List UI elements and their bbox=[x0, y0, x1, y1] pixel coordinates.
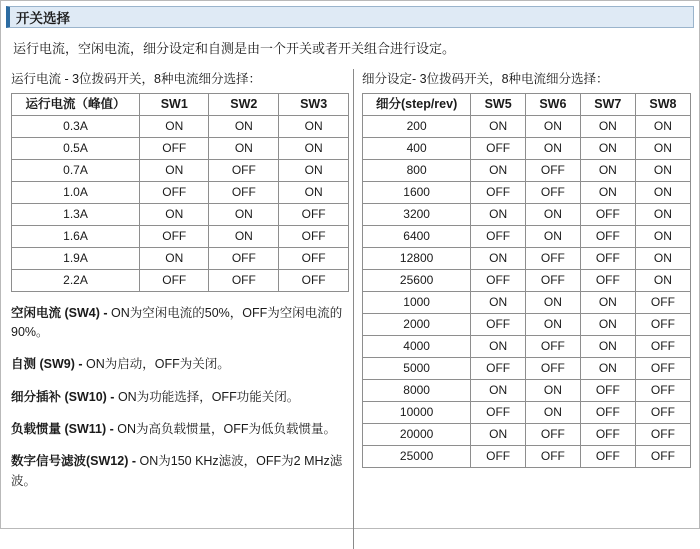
cell-sw8: ON bbox=[635, 225, 690, 247]
note-idle-current bbox=[11, 304, 349, 343]
table-row bbox=[363, 115, 691, 137]
note-title: 负载惯量 (SW11) - bbox=[11, 422, 114, 436]
cell-sw5: ON bbox=[471, 335, 526, 357]
cell-microstep: 12800 bbox=[363, 247, 471, 269]
cell-microstep: 4000 bbox=[363, 335, 471, 357]
cell-sw5: OFF bbox=[471, 313, 526, 335]
cell-sw7: OFF bbox=[580, 203, 635, 225]
cell-sw6: OFF bbox=[526, 335, 581, 357]
cell-sw6: OFF bbox=[526, 357, 581, 379]
cell-sw7: ON bbox=[580, 137, 635, 159]
cell-sw5: OFF bbox=[471, 401, 526, 423]
cell-sw6: ON bbox=[526, 225, 581, 247]
cell-sw6: OFF bbox=[526, 269, 581, 291]
cell-current: 1.0A bbox=[12, 181, 140, 203]
column-header: SW2 bbox=[209, 93, 279, 115]
note-text: ON为150 KHz滤波，OFF为2 MHz滤波。 bbox=[11, 454, 343, 488]
cell-current: 1.9A bbox=[12, 247, 140, 269]
cell-sw2: ON bbox=[209, 115, 279, 137]
table-row bbox=[363, 225, 691, 247]
content-columns bbox=[1, 69, 699, 549]
cell-sw6: OFF bbox=[526, 159, 581, 181]
cell-sw6: ON bbox=[526, 379, 581, 401]
cell-sw7: ON bbox=[580, 357, 635, 379]
cell-sw7: OFF bbox=[580, 225, 635, 247]
table-row bbox=[12, 137, 349, 159]
cell-sw1: ON bbox=[140, 115, 209, 137]
cell-microstep: 800 bbox=[363, 159, 471, 181]
note-load-inertia bbox=[11, 420, 349, 439]
cell-sw5: OFF bbox=[471, 445, 526, 467]
table-row bbox=[363, 313, 691, 335]
cell-microstep: 8000 bbox=[363, 379, 471, 401]
cell-sw5: ON bbox=[471, 159, 526, 181]
table-row bbox=[363, 159, 691, 181]
cell-sw6: OFF bbox=[526, 423, 581, 445]
column-header: SW3 bbox=[279, 93, 349, 115]
cell-sw1: ON bbox=[140, 247, 209, 269]
cell-sw8: OFF bbox=[635, 313, 690, 335]
cell-sw5: OFF bbox=[471, 137, 526, 159]
cell-sw2: OFF bbox=[209, 181, 279, 203]
table-row bbox=[363, 401, 691, 423]
cell-sw1: OFF bbox=[140, 269, 209, 291]
cell-sw8: OFF bbox=[635, 379, 690, 401]
column-header: SW6 bbox=[526, 93, 581, 115]
cell-sw7: ON bbox=[580, 335, 635, 357]
cell-sw1: OFF bbox=[140, 225, 209, 247]
cell-current: 1.6A bbox=[12, 225, 140, 247]
note-digital-filter bbox=[11, 452, 349, 491]
table-row bbox=[12, 247, 349, 269]
page-title: 开关选择 bbox=[16, 11, 70, 26]
cell-sw5: OFF bbox=[471, 357, 526, 379]
table-row bbox=[363, 423, 691, 445]
cell-microstep: 2000 bbox=[363, 313, 471, 335]
cell-sw5: ON bbox=[471, 203, 526, 225]
table-row bbox=[12, 225, 349, 247]
microstep-column bbox=[362, 69, 691, 549]
cell-sw8: ON bbox=[635, 137, 690, 159]
cell-sw7: OFF bbox=[580, 247, 635, 269]
cell-microstep: 20000 bbox=[363, 423, 471, 445]
column-header: SW1 bbox=[140, 93, 209, 115]
table-row bbox=[363, 445, 691, 467]
table-row bbox=[363, 269, 691, 291]
cell-sw3: ON bbox=[279, 181, 349, 203]
note-title: 细分插补 (SW10) - bbox=[11, 389, 115, 404]
cell-sw7: OFF bbox=[580, 445, 635, 467]
cell-sw8: OFF bbox=[635, 401, 690, 423]
cell-microstep: 200 bbox=[363, 115, 471, 137]
cell-current: 0.3A bbox=[12, 115, 140, 137]
cell-sw7: ON bbox=[580, 313, 635, 335]
cell-microstep: 10000 bbox=[363, 401, 471, 423]
note-title: 空闲电流 (SW4) - bbox=[11, 305, 108, 320]
cell-sw1: ON bbox=[140, 203, 209, 225]
cell-sw6: ON bbox=[526, 203, 581, 225]
cell-sw6: ON bbox=[526, 313, 581, 335]
table-row bbox=[363, 357, 691, 379]
table-row bbox=[363, 203, 691, 225]
cell-sw3: OFF bbox=[279, 247, 349, 269]
cell-sw7: ON bbox=[580, 159, 635, 181]
cell-sw3: OFF bbox=[279, 203, 349, 225]
cell-sw5: ON bbox=[471, 379, 526, 401]
cell-sw3: ON bbox=[279, 159, 349, 181]
cell-microstep: 25000 bbox=[363, 445, 471, 467]
note-self-test bbox=[11, 355, 349, 374]
note-microstep-interpolation bbox=[11, 388, 349, 407]
run-current-column bbox=[11, 69, 349, 549]
note-title: 数字信号滤波(SW12) - bbox=[11, 454, 137, 469]
cell-sw8: ON bbox=[635, 269, 690, 291]
cell-microstep: 3200 bbox=[363, 203, 471, 225]
cell-sw1: ON bbox=[140, 159, 209, 181]
cell-sw8: OFF bbox=[635, 291, 690, 313]
cell-sw7: ON bbox=[580, 115, 635, 137]
cell-sw5: OFF bbox=[471, 225, 526, 247]
cell-sw7: OFF bbox=[580, 401, 635, 423]
run-current-heading: 运行电流 - 3位拨码开关，8种电流细分选择： bbox=[11, 71, 262, 86]
cell-current: 0.7A bbox=[12, 159, 140, 181]
cell-sw6: ON bbox=[526, 115, 581, 137]
column-header: SW7 bbox=[580, 93, 635, 115]
cell-sw8: ON bbox=[635, 115, 690, 137]
cell-sw7: ON bbox=[580, 181, 635, 203]
cell-sw6: OFF bbox=[526, 445, 581, 467]
column-divider bbox=[353, 69, 354, 549]
cell-sw3: ON bbox=[279, 137, 349, 159]
cell-microstep: 400 bbox=[363, 137, 471, 159]
intro-paragraph: 运行电流，空闲电流，细分设定和自测是由一个开关或者开关组合进行设定。 bbox=[13, 41, 456, 56]
cell-sw3: OFF bbox=[279, 225, 349, 247]
table-row bbox=[12, 181, 349, 203]
table-row bbox=[363, 137, 691, 159]
cell-sw8: ON bbox=[635, 247, 690, 269]
cell-sw8: ON bbox=[635, 203, 690, 225]
cell-current: 1.3A bbox=[12, 203, 140, 225]
cell-current: 0.5A bbox=[12, 137, 140, 159]
cell-microstep: 6400 bbox=[363, 225, 471, 247]
cell-sw3: ON bbox=[279, 115, 349, 137]
switch-notes bbox=[11, 304, 349, 492]
cell-microstep: 1600 bbox=[363, 181, 471, 203]
cell-microstep: 25600 bbox=[363, 269, 471, 291]
cell-sw2: ON bbox=[209, 137, 279, 159]
cell-sw6: ON bbox=[526, 401, 581, 423]
section-header bbox=[6, 6, 694, 28]
cell-sw2: OFF bbox=[209, 159, 279, 181]
table-row bbox=[12, 269, 349, 291]
cell-sw6: ON bbox=[526, 137, 581, 159]
cell-sw2: OFF bbox=[209, 247, 279, 269]
cell-sw7: OFF bbox=[580, 423, 635, 445]
column-header: SW5 bbox=[471, 93, 526, 115]
table-row bbox=[363, 379, 691, 401]
microstep-table bbox=[362, 93, 691, 468]
cell-sw3: OFF bbox=[279, 269, 349, 291]
table-row bbox=[12, 203, 349, 225]
cell-sw8: ON bbox=[635, 181, 690, 203]
note-text: ON为空闲电流的50%，OFF为空闲电流的90%。 bbox=[11, 305, 343, 339]
cell-microstep: 5000 bbox=[363, 357, 471, 379]
cell-sw5: ON bbox=[471, 291, 526, 313]
cell-sw2: ON bbox=[209, 225, 279, 247]
note-text: ON为高负载惯量，OFF为低负载惯量。 bbox=[113, 422, 337, 436]
cell-sw5: OFF bbox=[471, 269, 526, 291]
cell-sw8: OFF bbox=[635, 423, 690, 445]
note-text: ON为启动，OFF为关闭。 bbox=[82, 357, 230, 372]
cell-sw8: ON bbox=[635, 159, 690, 181]
cell-sw2: ON bbox=[209, 203, 279, 225]
cell-microstep: 1000 bbox=[363, 291, 471, 313]
run-current-table bbox=[11, 93, 349, 292]
cell-sw8: OFF bbox=[635, 335, 690, 357]
cell-sw5: ON bbox=[471, 423, 526, 445]
table-row bbox=[12, 159, 349, 181]
cell-sw5: ON bbox=[471, 247, 526, 269]
table-header-row bbox=[12, 93, 349, 115]
cell-sw1: OFF bbox=[140, 181, 209, 203]
table-row bbox=[363, 247, 691, 269]
cell-sw2: OFF bbox=[209, 269, 279, 291]
column-header: 运行电流（峰值） bbox=[12, 93, 140, 115]
cell-sw8: OFF bbox=[635, 357, 690, 379]
column-header: SW8 bbox=[635, 93, 690, 115]
table-row bbox=[363, 335, 691, 357]
cell-sw7: OFF bbox=[580, 269, 635, 291]
table-row bbox=[363, 291, 691, 313]
cell-sw1: OFF bbox=[140, 137, 209, 159]
cell-sw5: OFF bbox=[471, 181, 526, 203]
note-title: 自测 (SW9) - bbox=[11, 357, 83, 372]
cell-sw7: OFF bbox=[580, 379, 635, 401]
column-header: 细分(step/rev) bbox=[363, 93, 471, 115]
table-row bbox=[12, 115, 349, 137]
cell-sw8: OFF bbox=[635, 445, 690, 467]
note-text: ON为功能选择，OFF功能关闭。 bbox=[114, 389, 300, 404]
cell-current: 2.2A bbox=[12, 269, 140, 291]
cell-sw7: ON bbox=[580, 291, 635, 313]
table-header-row bbox=[363, 93, 691, 115]
cell-sw6: OFF bbox=[526, 247, 581, 269]
table-row bbox=[363, 181, 691, 203]
microstep-heading: 细分设定- 3位拨码开关，8种电流细分选择： bbox=[362, 71, 609, 86]
cell-sw6: OFF bbox=[526, 181, 581, 203]
cell-sw6: ON bbox=[526, 291, 581, 313]
cell-sw5: ON bbox=[471, 115, 526, 137]
